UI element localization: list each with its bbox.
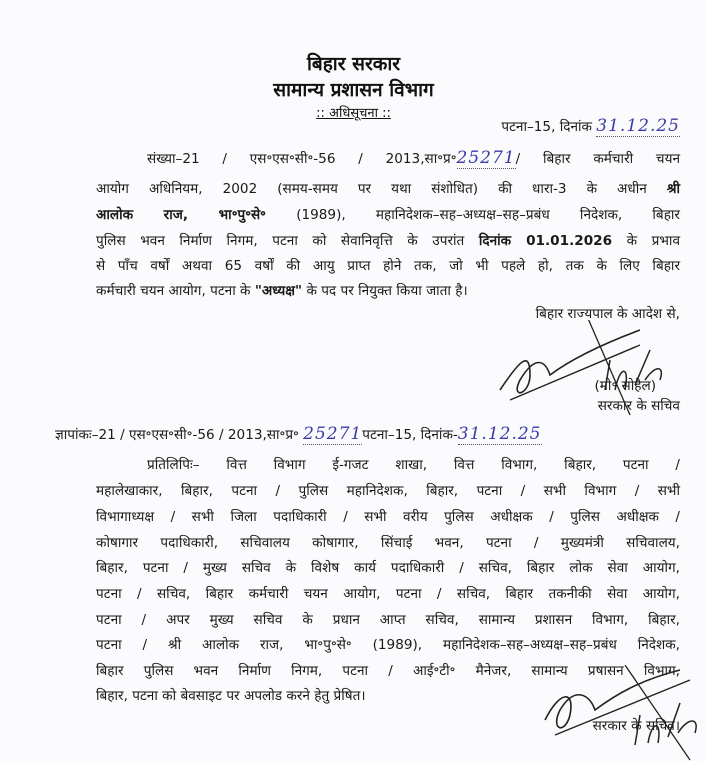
body-text: के प्रभाव — [626, 233, 681, 249]
copy-line-8: पटना / श्री आलोक राज, भा॰पु॰से॰ (1989), महानिदेशक–सह–अध्यक्ष–सह–प्रबंध निदेशक, — [96, 637, 680, 653]
body-text: आयोग अधिनियम, 2002 (समय-समय पर यथा संशोधित) की धारा-3 के अधीन — [96, 181, 647, 197]
copy-line-5: बिहार, पटना / मुख्य सचिव के विशेष कार्य पदाधिकारी / सचिव, बिहार लोक सेवा आयोग, — [96, 560, 680, 576]
notification-ref: संख्या–21 / एस॰एस॰सी॰-56 / 2013,सा॰प्र॰ — [147, 151, 457, 167]
memo-ref: ज्ञापांकः–21 / एस॰एस॰सी॰-56 / 2013,सा॰प्र॰ — [55, 427, 299, 443]
memo-place-date: पटना–15, दिनांक- — [362, 427, 458, 443]
handwritten-ref-number: 25271 — [456, 148, 516, 168]
honorific: श्री — [666, 181, 680, 197]
body-text: बिहार कर्मचारी चयन — [543, 151, 680, 167]
notification-line-3 — [96, 205, 680, 225]
notification-line-6 — [96, 281, 680, 301]
memo-ref-line — [55, 424, 695, 445]
body-text: कर्मचारी चयन आयोग, पटना के — [96, 283, 251, 299]
body-text: (1989), महानिदेशक–सह–अध्यक्ष–सह–प्रबंध निदेशक, बिहार — [296, 207, 680, 223]
copy-line-3: विभागाध्यक्ष / सभी जिला पदाधिकारी / सभी वरीय पुलिस अधीक्षक / पुलिस अधीक्षक / — [96, 509, 680, 525]
notification-line-5: से पाँच वर्षों अथवा 65 वर्षों की आयु प्राप्त होने तक, जो भी पहले हो, तक के लिए बिहार — [96, 258, 680, 274]
copy-line-4: कोषागार पदाधिकारी, सचिवालय कोषागार, सिंचाई भवन, पटना / मुख्यमंत्री सचिवालय, — [96, 535, 680, 551]
notice-type-heading: :: अधिसूचना :: — [316, 106, 391, 121]
handwritten-memo-number: 25271 — [303, 424, 363, 444]
post-title: "अध्यक्ष" — [254, 283, 303, 299]
body-text: के पद पर नियुक्त किया जाता है। — [306, 283, 468, 299]
dateline — [96, 116, 680, 137]
handwritten-date: 31.12.25 — [596, 116, 680, 136]
copy-line-7: पटना / अपर मुख्य सचिव के प्रधान आप्त सचिव, सामान्य प्रशासन विभाग, बिहार, — [96, 612, 680, 628]
signatory-name: (मो॰ सोहैल) — [594, 378, 656, 394]
signature-2 — [540, 665, 707, 761]
body-text: पुलिस भवन निर्माण निगम, पटना को सेवानिवृत्ति के उपरांत — [96, 233, 465, 249]
effective-date: दिनांक 01.01.2026 — [478, 233, 613, 249]
signatory-title: सरकार के सचिव — [597, 398, 680, 414]
department-title: सामान्य प्रशासन विभाग — [273, 79, 434, 101]
memo-signatory-title: सरकार के सचिव। — [592, 718, 680, 734]
copy-line-6: पटना / सचिव, बिहार कर्मचारी चयन आयोग, पटना / सचिव, बिहार तकनीकी सेवा आयोग, — [96, 586, 680, 602]
handwritten-memo-date: 31.12.25 — [457, 424, 542, 444]
copy-line-2: महालेखाकार, बिहार, पटना / पुलिस महानिदेशक, बिहार, पटना / सभी विभाग / सभी — [96, 483, 680, 499]
copy-line-10: बिहार, पटना को बेवसाइट पर अपलोड करने हेतु प्रेषित। — [96, 688, 366, 704]
copy-line-1: प्रतिलिपिः– वित्त विभाग ई-गजट शाखा, वित्त विभाग, बिहार, पटना / — [147, 457, 680, 473]
dateline-place: पटना–15, दिनांक — [501, 119, 597, 135]
government-title: बिहार सरकार — [306, 53, 401, 75]
copy-line-9: बिहार पुलिस भवन निर्माण निगम, पटना / आई॰टी॰ मैनेजर, सामान्य प्रषासन विभाग, — [96, 663, 680, 679]
notification-line-1: संख्या–21 / एस॰एस॰सी॰-56 / 2013,सा॰प्र॰25271/ बिहार कर्मचारी चयन — [147, 148, 680, 168]
appointee-name: आलोक राज, भा॰पु॰से॰ — [96, 207, 266, 223]
governor-order-line: बिहार राज्यपाल के आदेश से, — [535, 306, 680, 322]
notification-line-2 — [96, 179, 680, 199]
notification-line-4 — [96, 231, 680, 251]
